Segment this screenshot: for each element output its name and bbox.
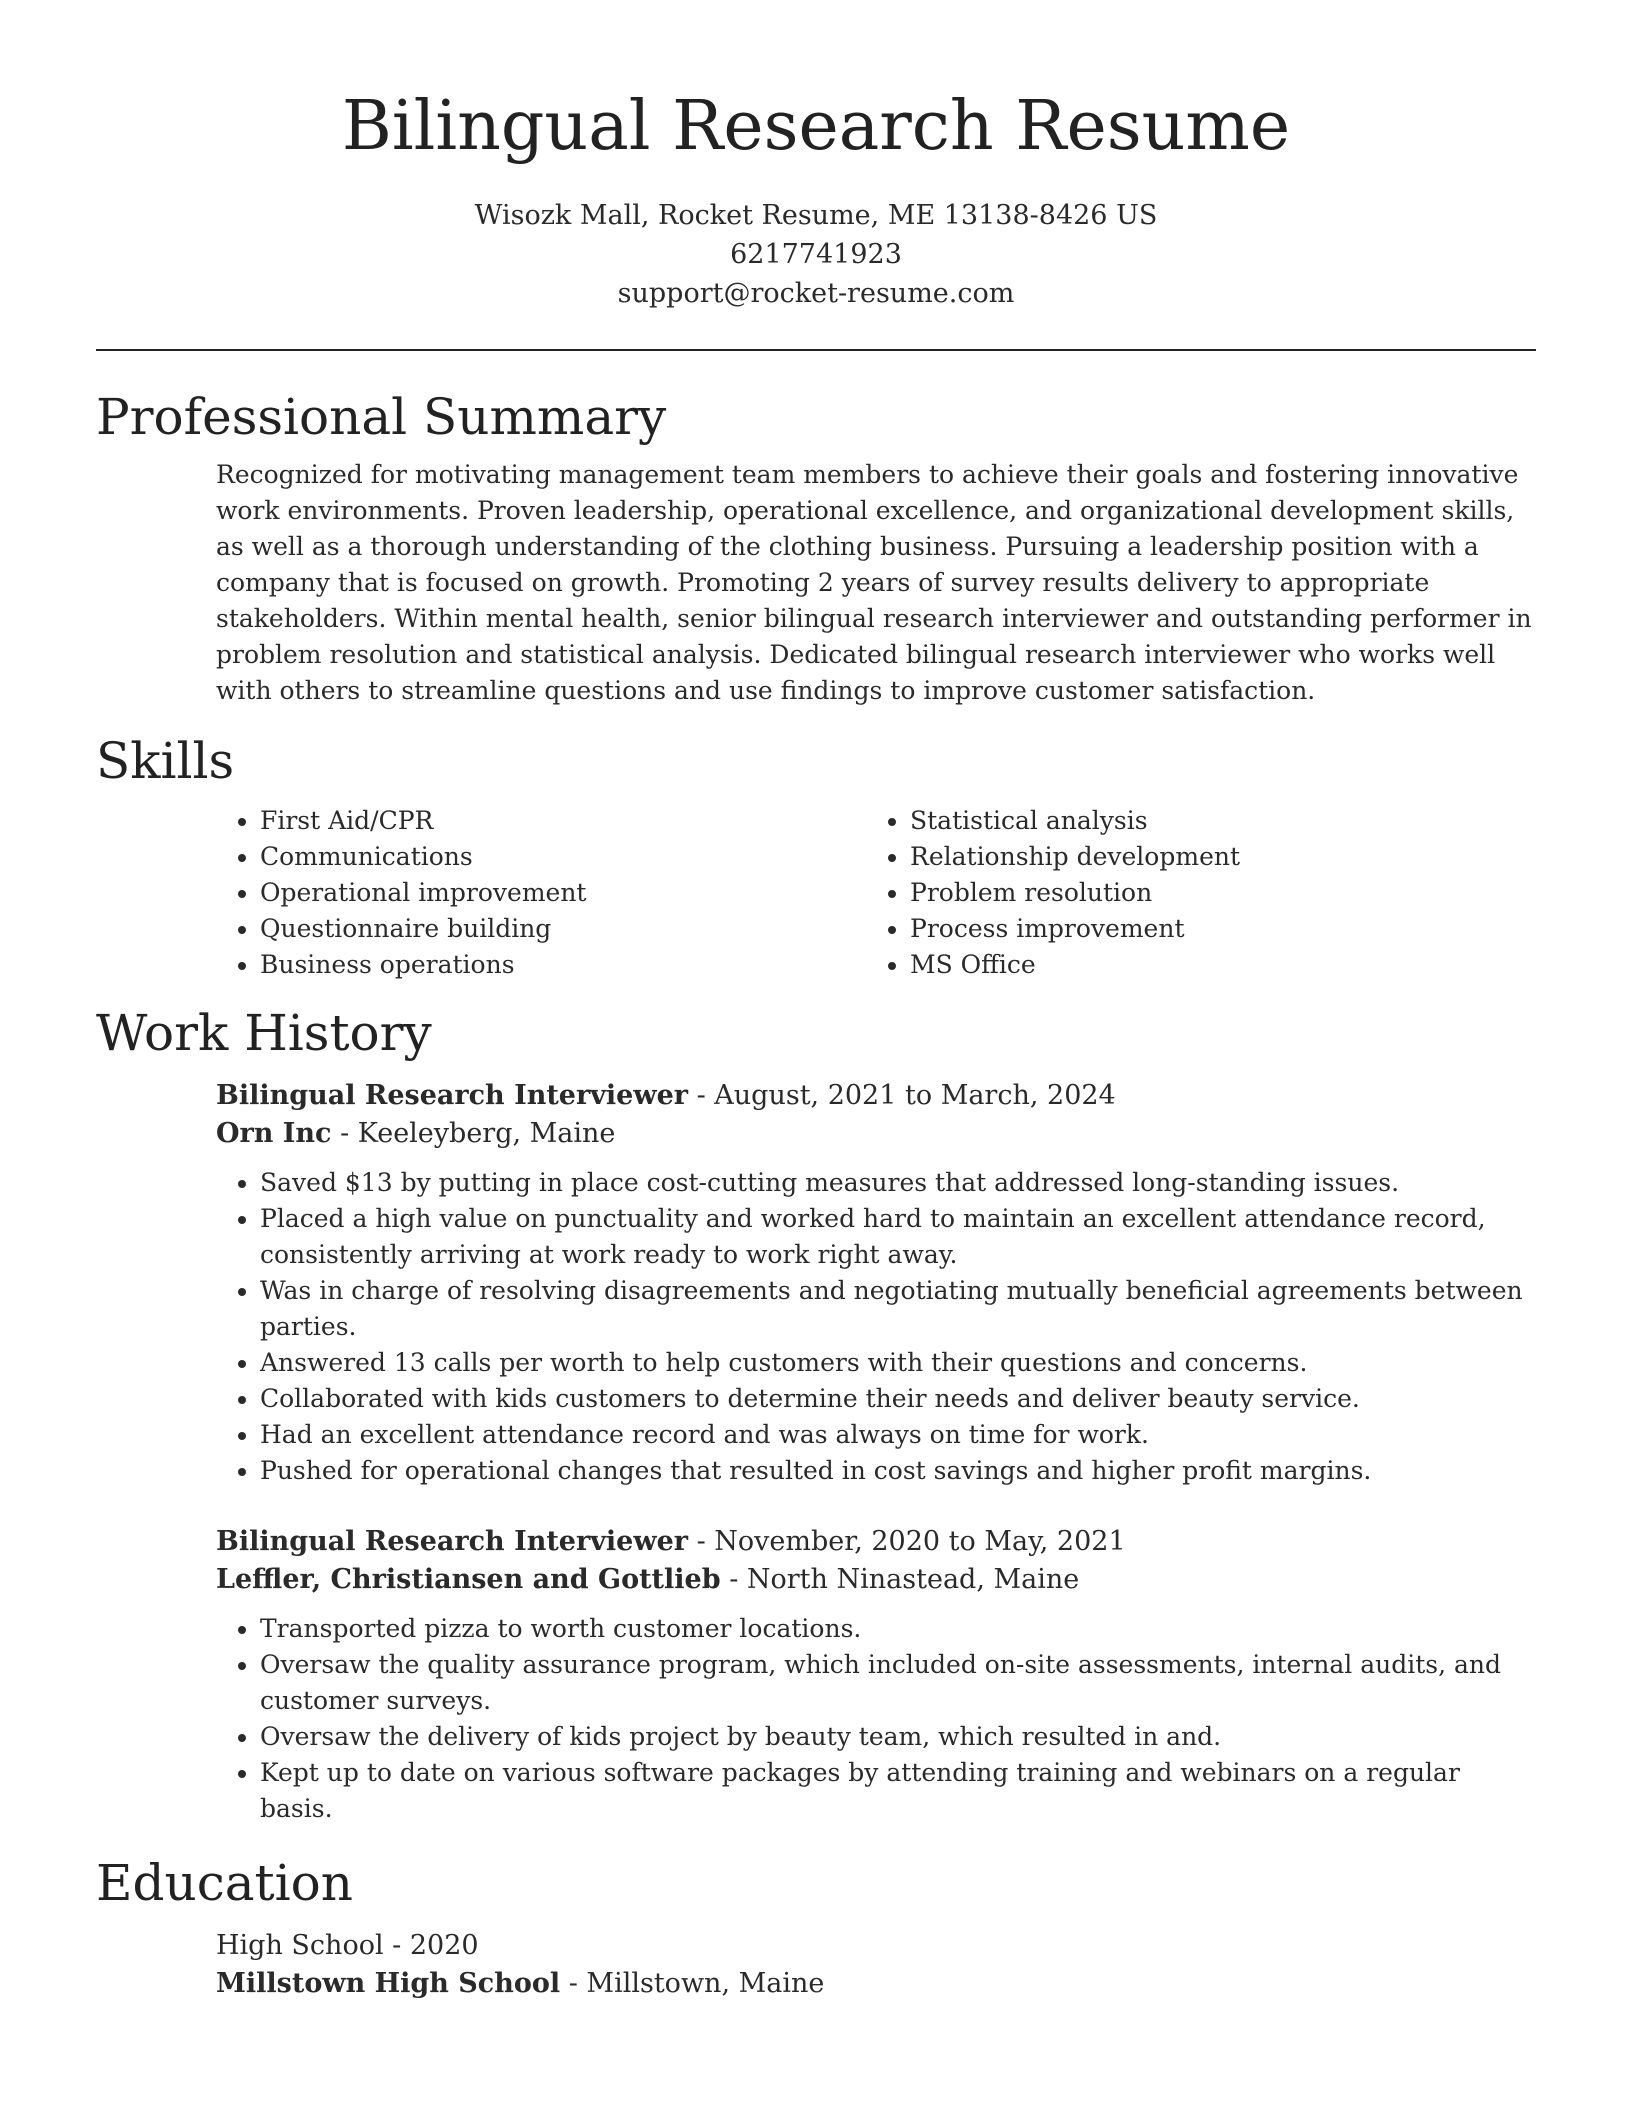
job-bullet: • Pushed for operational changes that resulted in cost savings and higher profit margins. bbox=[260, 1453, 1536, 1489]
summary-text: Recognized for motivating management team members to achieve their goals and fostering innovative work environments. Proven leadership, operational excellence, and organizational development skills, as well as a thorough understanding of the clothing business. Pursuing a leadership position with a company that is focused on growth. Promoting 2 years of survey results delivery to appropriate stakeholders. Within mental health, senior bilingual research interviewer and outstanding performer in problem resolution and statistical analysis. Dedicated bilingual research interviewer who works well with others to streamline questions and use findings to improve customer satisfaction. bbox=[216, 460, 1532, 705]
work-history-section bbox=[96, 1003, 1536, 1827]
education-degree-line bbox=[216, 1927, 1536, 1965]
job-bullet: • Answered 13 calls per worth to help customers with their questions and concerns. bbox=[260, 1345, 1536, 1381]
job-entry bbox=[216, 1523, 1536, 1827]
job-entry bbox=[216, 1077, 1536, 1489]
job-role: Bilingual Research Interviewer bbox=[216, 1526, 688, 1557]
job-bullet: • Was in charge of resolving disagreements and negotiating mutually beneficial agreements between parties. bbox=[260, 1273, 1536, 1345]
job-role: Bilingual Research Interviewer bbox=[216, 1080, 688, 1111]
education-school: Millstown High School bbox=[216, 1968, 561, 1999]
skills-list-left bbox=[216, 803, 866, 983]
education-school-line bbox=[216, 1965, 1536, 2003]
job-bullet: • Collaborated with kids customers to determine their needs and deliver beauty service. bbox=[260, 1381, 1536, 1417]
job-bullet: • Saved $13 by putting in place cost-cutting measures that addressed long-standing issues. bbox=[260, 1165, 1536, 1201]
job-company: Leffler, Christiansen and Gottlieb bbox=[216, 1564, 721, 1595]
skills-grid bbox=[216, 803, 1536, 983]
skill-item: • Statistical analysis bbox=[910, 803, 1516, 839]
education-entry bbox=[216, 1927, 1536, 2003]
skill-item: • Operational improvement bbox=[260, 875, 866, 911]
skill-item: • MS Office bbox=[910, 947, 1516, 983]
job-bullet: • Kept up to date on various software packages by attending training and webinars on a regular basis. bbox=[260, 1755, 1536, 1827]
summary-section bbox=[96, 387, 1536, 709]
education-degree: High School bbox=[216, 1930, 384, 1961]
skill-item: • Process improvement bbox=[910, 911, 1516, 947]
skills-list-right bbox=[866, 803, 1516, 983]
skills-section bbox=[96, 731, 1536, 983]
education-title: Education bbox=[96, 1854, 353, 1912]
contact-phone: 6217741923 bbox=[730, 239, 902, 270]
job-location: - North Ninastead, Maine bbox=[720, 1564, 1080, 1595]
job-title-line bbox=[216, 1523, 1536, 1561]
job-dates: - November, 2020 to May, 2021 bbox=[687, 1526, 1126, 1557]
skill-item: • Problem resolution bbox=[910, 875, 1516, 911]
skill-item: • Questionnaire building bbox=[260, 911, 866, 947]
resume-page bbox=[96, 0, 1536, 2003]
job-company-line bbox=[216, 1115, 1536, 1153]
header-divider bbox=[96, 349, 1536, 351]
skill-item: • Business operations bbox=[260, 947, 866, 983]
skill-item: • Relationship development bbox=[910, 839, 1516, 875]
skills-title: Skills bbox=[96, 732, 235, 790]
job-bullet: • Placed a high value on punctuality and worked hard to maintain an excellent attendance record, consistently arriving at work ready to work right away. bbox=[260, 1201, 1536, 1273]
resume-name: Bilingual Research Resume bbox=[341, 87, 1291, 166]
job-company-line bbox=[216, 1561, 1536, 1599]
skill-item: • Communications bbox=[260, 839, 866, 875]
contact-address: Wisozk Mall, Rocket Resume, ME 13138-8426 US bbox=[474, 200, 1158, 231]
job-bullet: • Transported pizza to worth customer locations. bbox=[260, 1611, 1536, 1647]
education-location: - Millstown, Maine bbox=[560, 1968, 825, 1999]
job-dates: - August, 2021 to March, 2024 bbox=[687, 1080, 1116, 1111]
job-company: Orn Inc bbox=[216, 1118, 332, 1149]
work-history-title: Work History bbox=[96, 1004, 432, 1062]
contact-email: support@rocket-resume.com bbox=[617, 278, 1015, 309]
job-bullets bbox=[96, 1165, 1536, 1489]
contact-info bbox=[96, 196, 1536, 313]
job-location: - Keeleyberg, Maine bbox=[331, 1118, 616, 1149]
skill-item: • First Aid/CPR bbox=[260, 803, 866, 839]
job-title-line bbox=[216, 1077, 1536, 1115]
education-section bbox=[96, 1853, 1536, 2003]
job-bullet: • Had an excellent attendance record and was always on time for work. bbox=[260, 1417, 1536, 1453]
job-bullets bbox=[96, 1611, 1536, 1827]
job-bullet: • Oversaw the quality assurance program, which included on-site assessments, internal audits, and customer surveys. bbox=[260, 1647, 1536, 1719]
summary-title: Professional Summary bbox=[96, 388, 667, 446]
job-bullet: • Oversaw the delivery of kids project by beauty team, which resulted in and. bbox=[260, 1719, 1536, 1755]
education-year: - 2020 bbox=[383, 1930, 479, 1961]
resume-header bbox=[96, 0, 1536, 313]
